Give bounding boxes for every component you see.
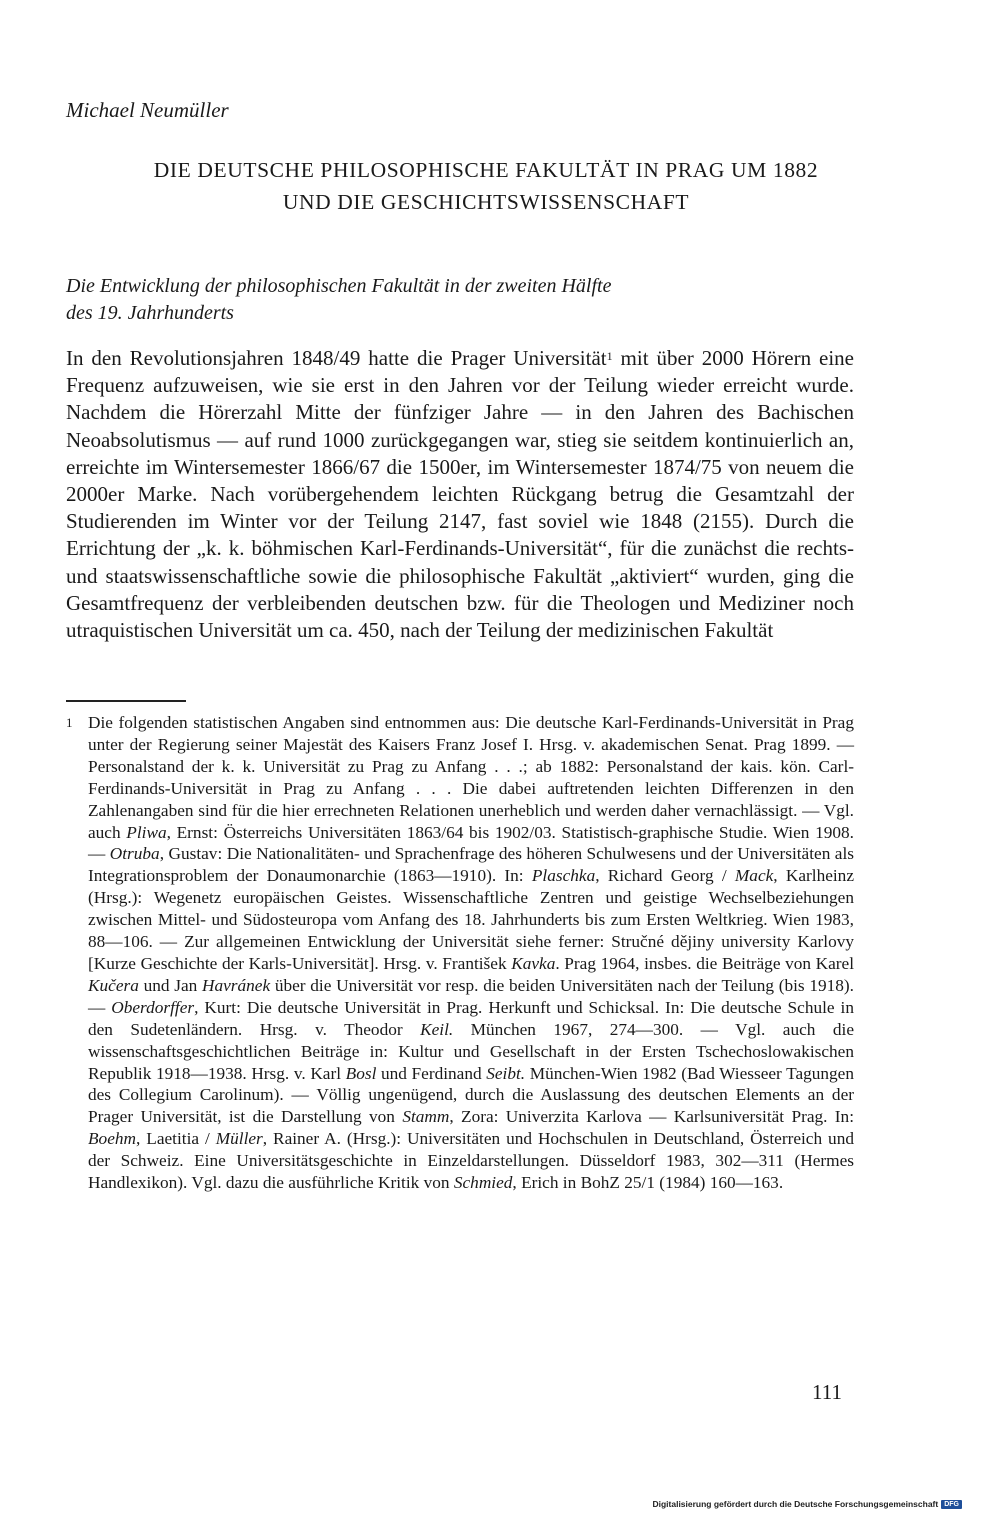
fn-seg: und Jan (138, 975, 202, 995)
fn-author: Plaschka (531, 866, 596, 886)
body-paragraph (66, 345, 854, 644)
fn-author: Schmied (453, 1173, 513, 1193)
fn-seg: . Prag 1964, insbes. die Beiträge von Karel (555, 953, 855, 973)
fn-seg: München 1967, 274—300. — Vgl. auch die wissenschaftsgeschichtlichen Beiträge in: Kultur und Gesellschaft in der Ersten Tschechoslowakischen Republik 1918—1938. Hrsg. v. Karl (88, 1019, 854, 1083)
footnote (66, 712, 854, 1194)
fn-author: Oberdorffer (111, 997, 195, 1017)
digitization-notice (652, 1499, 962, 1509)
fn-seg: , Karlheinz (Hrsg.): Wegenetz europäischen Geistes. Wissenschaftliche Zentren und geistige Wechselbeziehungen zwischen Mittel- und Südosteuropa vom Anfang des 18. Jahrhunderts bis zum Ersten Weltkrieg. Wien 1983, 88—106. — Zur allgemeinen Entwicklung der Universität siehe ferner: Stručné dějiny university Karlovy [Kurze Geschichte der Karls-Universität]. Hrsg. v. František (88, 866, 854, 973)
dfg-logo-icon: DFG (941, 1500, 962, 1509)
fn-author: Pliwa (126, 822, 167, 842)
fn-author: Keil. (420, 1019, 454, 1039)
fn-author: Bosl (345, 1063, 377, 1083)
footnote-separator (66, 700, 186, 702)
fn-seg: , Richard Georg / (595, 866, 735, 886)
footnote-text (88, 712, 854, 1194)
fn-seg: , Laetitia / (136, 1129, 216, 1149)
fn-author: Kavka (511, 953, 556, 973)
fn-seg: Die folgenden statistischen Angaben sind entnommen aus: Die deutsche Karl-Ferdinands-Universität in Prag unter der Regierung seiner Majestät des Kaisers Franz Josef I. Hrsg. v. akademischen Senat. Prag 1899. — Personalstand der k. k. Universität zu Prag zu Anfang . . .; ab 1882: Personalstand der kais. kön. Carl-Ferdinands-Universität in Prag zu Anfang . . . Die dabei auftretenden leichten Differenzen in den Zahlenangaben sind für die hier errechneten Relationen unerheblich und werden daher vernachlässigt. — Vgl. auch (88, 713, 854, 842)
fn-seg: über die Universität vor resp. die beiden Universitäten nach der Teilung (bis 1918). — (88, 975, 855, 1017)
fn-seg: , Erich in BohZ 25/1 (1984) 160—163. (512, 1173, 784, 1193)
author-name: Michael Neumüller (66, 98, 229, 122)
fn-author: Seibt. (486, 1063, 526, 1083)
fn-author: Otruba (109, 844, 160, 864)
title-line-1: DIE DEUTSCHE PHILOSOPHISCHE FAKULTÄT IN PRAG UM 1882 (153, 158, 819, 182)
article-title (66, 154, 906, 218)
footnote-reference[interactable]: 1 (606, 349, 613, 363)
digitization-notice-text: Digitalisierung gefördert durch die Deutsche Forschungsgemeinschaft (652, 1499, 939, 1509)
fn-seg: , Gustav: Die Nationalitäten- und Sprachenfrage des höheren Schulwesens und der Universitäten als Integrationsproblem der Donaumonarchie (1863—1910). In: (88, 844, 855, 886)
fn-seg: , Rainer A. (Hrsg.): Universitäten und Hochschulen in Deutschland, Österreich und der Schweiz. Eine Universitätsgeschichte in Einzeldarstellungen. Düsseldorf 1983, 302—311 (Hermes Handlexikon). Vgl. dazu die ausführliche Kritik von (88, 1129, 854, 1193)
fn-seg: , Kurt: Die deutsche Universität in Prag. Herkunft und Schicksal. In: Die deutsche Schule in den Sudetenländern. Hrsg. v. Theodor (88, 997, 854, 1039)
fn-seg: , Ernst: Österreichs Universitäten 1863/64 bis 1902/03. Statistisch-graphische Studie. Wien 1908. — (88, 822, 854, 864)
fn-seg: München-Wien 1982 (Bad Wiesseer Tagungen des Collegium Carolinum). — Völlig ungenügend, durch die Auslassung des deutschen Elements an der Prager Universität, ist die Darstellung von (88, 1063, 854, 1127)
fn-author: Müller (215, 1129, 263, 1149)
section-heading-line-2: des 19. Jahrhunderts (66, 302, 234, 324)
body-text-part-1: In den Revolutionsjahren 1848/49 hatte die Prager Universität (66, 346, 607, 370)
fn-author: Stamm (402, 1107, 450, 1127)
section-heading (66, 273, 866, 327)
fn-author: Boehm (88, 1129, 136, 1149)
body-text-part-2: mit über 2000 Hörern eine Frequenz aufzuweisen, wie sie erst in den Jahren vor der Teilung wieder erreicht wurde. Nachdem die Hörerzahl Mitte der fünfziger Jahre — in den Jahren des Bachischen Neoabsolutismus — auf rund 1000 zurückgegangen war, stieg sie seitdem kontinuierlich an, erreichte im Wintersemester 1866/67 die 1500er, im Wintersemester 1874/75 von neuem die 2000er Marke. Nach vorübergehendem leichten Rückgang betrug die Gesamtzahl der Studierenden im Winter vor der Teilung 2147, fast soviel wie 1848 (2155). Durch die Errichtung der „k. k. böhmischen Karl-Ferdinands-Universität“, für die zunächst die rechts- und staatswissenschaftliche sowie die philosophische Fakultät „aktiviert“ wurden, ging die Gesamtfrequenz der verbleibenden deutschen bzw. für die Theologen und Mediziner noch utraquistischen Universität um ca. 450, nach der Teilung der medizinischen Fakultät (66, 346, 854, 643)
fn-author: Kučera (88, 975, 139, 995)
section-heading-line-1: Die Entwicklung der philosophischen Fakultät in der zweiten Hälfte (66, 275, 612, 297)
fn-author: Mack (734, 866, 774, 886)
fn-author: Havránek (202, 975, 271, 995)
footnote-marker: 1 (66, 715, 73, 730)
fn-seg: , Zora: Univerzita Karlova — Karlsuniversität Prag. In: (449, 1107, 854, 1127)
fn-seg: und Ferdinand (376, 1063, 487, 1083)
title-line-2: UND DIE GESCHICHTSWISSENSCHAFT (282, 190, 690, 214)
page-number: 111 (812, 1380, 842, 1404)
